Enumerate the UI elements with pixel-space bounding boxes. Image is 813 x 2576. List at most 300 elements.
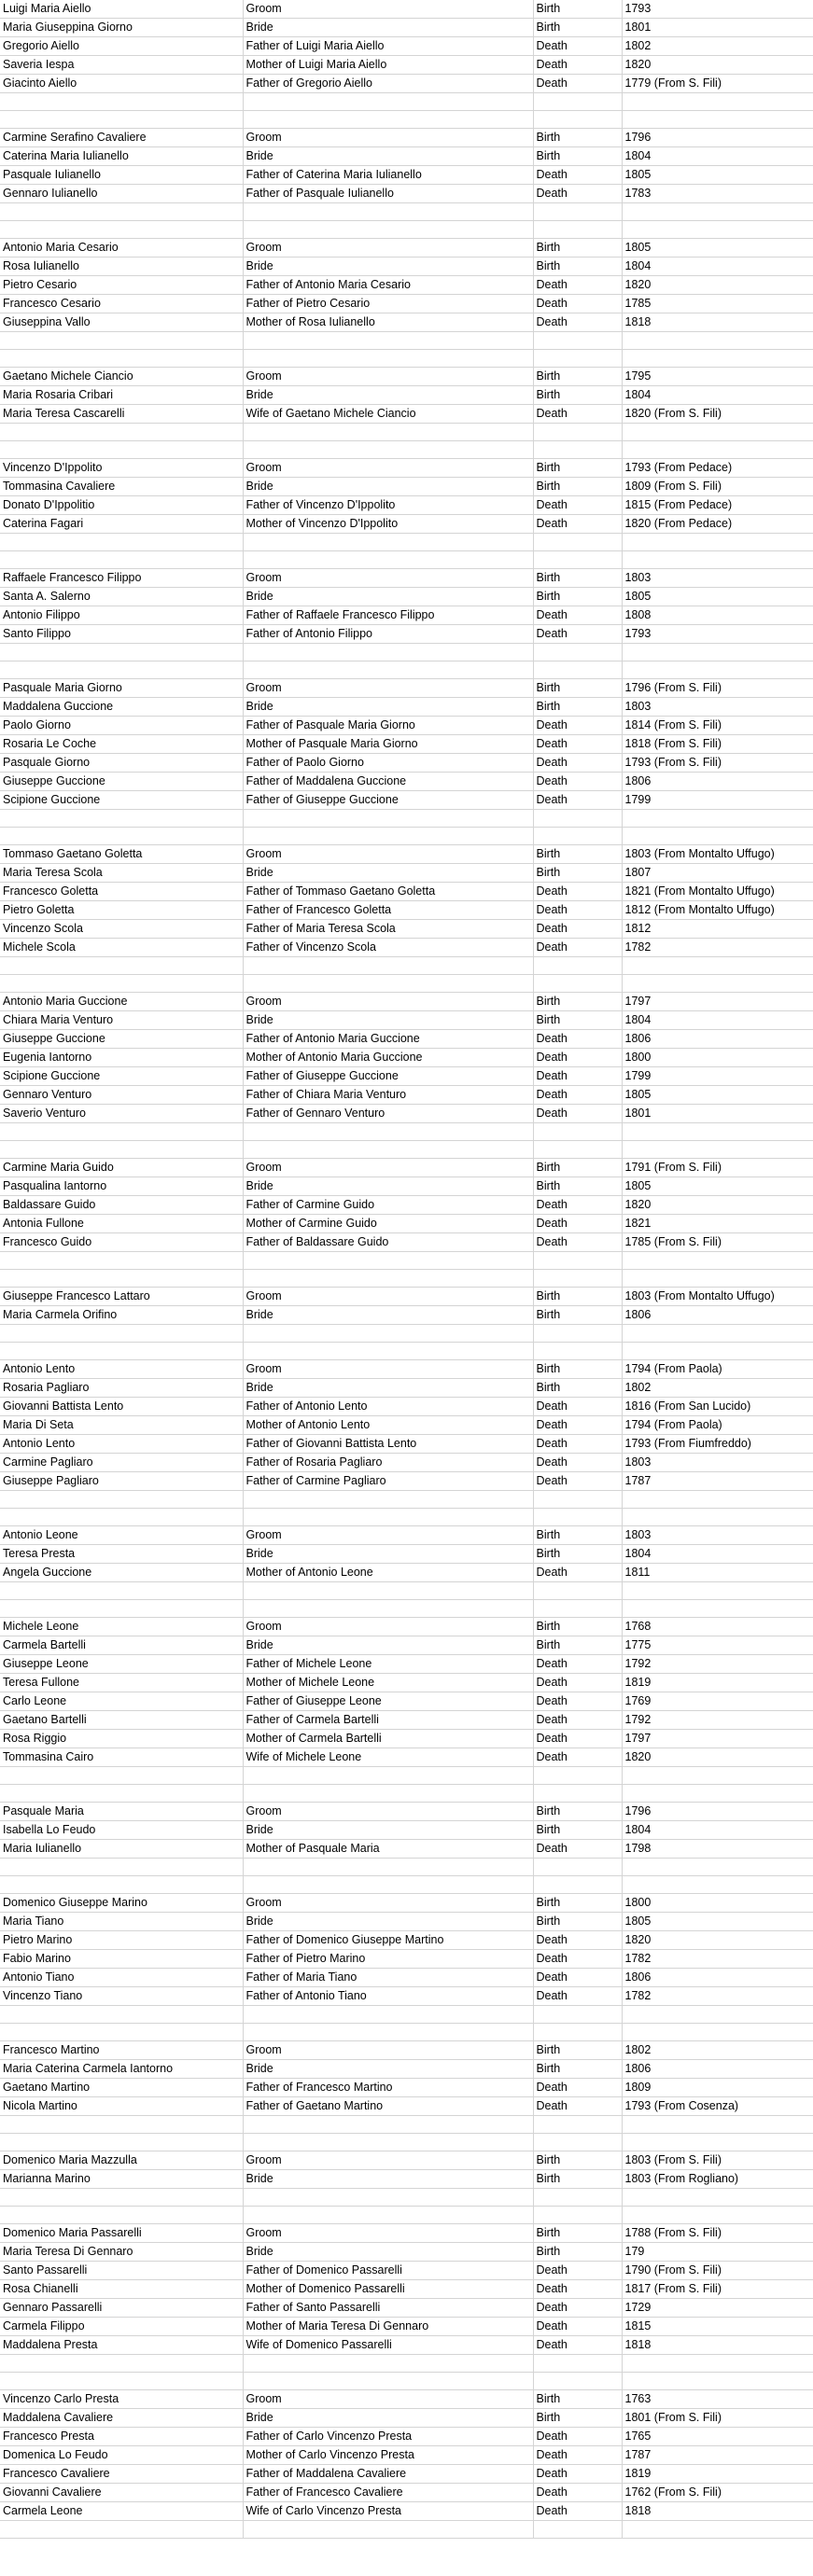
table-row[interactable] [0,1196,813,1215]
empty-row[interactable] [0,1509,813,1526]
empty-cell[interactable] [0,332,243,350]
year-cell[interactable]: 1815 (From Pedace) [622,496,813,515]
event-cell[interactable]: Birth [533,1177,622,1196]
empty-cell[interactable] [0,1343,243,1360]
name-cell[interactable]: Maria Rosaria Cribari [0,386,243,405]
name-cell[interactable]: Marianna Marino [0,2170,243,2189]
year-cell[interactable]: 1820 (From Pedace) [622,515,813,534]
relation-cell[interactable]: Mother of Michele Leone [243,1674,533,1692]
empty-row[interactable] [0,2024,813,2041]
name-cell[interactable]: Pasquale Maria Giorno [0,679,243,698]
empty-cell[interactable] [243,2024,533,2041]
event-cell[interactable]: Death [533,1748,622,1767]
table-row[interactable] [0,185,813,203]
relation-cell[interactable]: Father of Giuseppe Guccione [243,791,533,810]
name-cell[interactable]: Antonio Lento [0,1435,243,1454]
year-cell[interactable]: 1805 [622,588,813,606]
empty-row[interactable] [0,2521,813,2539]
name-cell[interactable]: Isabella Lo Feudo [0,1821,243,1840]
relation-cell[interactable]: Father of Carlo Vincenzo Presta [243,2428,533,2446]
empty-cell[interactable] [622,1767,813,1785]
empty-cell[interactable] [243,2373,533,2390]
relation-cell[interactable]: Father of Maria Tiano [243,1969,533,1987]
event-cell[interactable]: Death [533,1233,622,1252]
relation-cell[interactable]: Groom [243,2041,533,2060]
year-cell[interactable]: 1793 (From Pedace) [622,459,813,478]
event-cell[interactable]: Death [533,2097,622,2116]
relation-cell[interactable]: Father of Antonio Maria Guccione [243,1030,533,1049]
empty-row[interactable] [0,1767,813,1785]
table-row[interactable] [0,1969,813,1987]
relation-cell[interactable]: Father of Raffaele Francesco Filippo [243,606,533,625]
empty-cell[interactable] [622,424,813,441]
table-row[interactable] [0,606,813,625]
empty-cell[interactable] [533,810,622,828]
year-cell[interactable]: 1803 [622,569,813,588]
name-cell[interactable]: Francesco Martino [0,2041,243,2060]
table-row[interactable] [0,791,813,810]
table-row[interactable] [0,19,813,37]
name-cell[interactable]: Santo Filippo [0,625,243,644]
year-cell[interactable]: 1803 (From Rogliano) [622,2170,813,2189]
name-cell[interactable]: Gaetano Martino [0,2079,243,2097]
event-cell[interactable]: Death [533,405,622,424]
empty-cell[interactable] [243,1491,533,1509]
event-cell[interactable]: Death [533,313,622,332]
relation-cell[interactable]: Bride [243,478,533,496]
event-cell[interactable]: Birth [533,1618,622,1636]
relation-cell[interactable]: Bride [243,1821,533,1840]
event-cell[interactable]: Death [533,717,622,735]
relation-cell[interactable]: Father of Gaetano Martino [243,2097,533,2116]
empty-cell[interactable] [622,2134,813,2151]
empty-cell[interactable] [0,2373,243,2390]
table-row[interactable] [0,1360,813,1379]
empty-cell[interactable] [243,644,533,661]
empty-cell[interactable] [622,810,813,828]
year-cell[interactable]: 1729 [622,2299,813,2318]
name-cell[interactable]: Scipione Guccione [0,791,243,810]
event-cell[interactable]: Death [533,1435,622,1454]
year-cell[interactable]: 1817 (From S. Fili) [622,2280,813,2299]
empty-cell[interactable] [0,2521,243,2539]
event-cell[interactable]: Birth [533,2170,622,2189]
name-cell[interactable]: Francesco Cesario [0,295,243,313]
year-cell[interactable]: 1820 [622,1196,813,1215]
event-cell[interactable]: Birth [533,2060,622,2079]
table-row[interactable] [0,2318,813,2336]
event-cell[interactable]: Death [533,2502,622,2521]
year-cell[interactable]: 1787 [622,2446,813,2465]
table-row[interactable] [0,993,813,1011]
relation-cell[interactable]: Groom [243,2390,533,2409]
empty-row[interactable] [0,644,813,661]
year-cell[interactable]: 1785 [622,295,813,313]
year-cell[interactable]: 1806 [622,773,813,791]
year-cell[interactable]: 1783 [622,185,813,203]
name-cell[interactable]: Pasquale Iulianello [0,166,243,185]
table-row[interactable] [0,1674,813,1692]
table-row[interactable] [0,1564,813,1582]
event-cell[interactable]: Birth [533,1821,622,1840]
event-cell[interactable]: Death [533,1215,622,1233]
year-cell[interactable]: 1819 [622,1674,813,1692]
relation-cell[interactable]: Mother of Luigi Maria Aiello [243,56,533,75]
empty-cell[interactable] [0,975,243,993]
name-cell[interactable]: Santa A. Salerno [0,588,243,606]
relation-cell[interactable]: Father of Vincenzo Scola [243,939,533,957]
empty-cell[interactable] [622,2355,813,2373]
table-row[interactable] [0,368,813,386]
empty-cell[interactable] [243,1141,533,1159]
event-cell[interactable]: Death [533,1840,622,1859]
name-cell[interactable]: Paolo Giorno [0,717,243,735]
empty-cell[interactable] [0,810,243,828]
empty-cell[interactable] [622,1123,813,1141]
year-cell[interactable]: 1762 (From S. Fili) [622,2484,813,2502]
relation-cell[interactable]: Father of Pietro Marino [243,1950,533,1969]
empty-row[interactable] [0,551,813,569]
event-cell[interactable]: Birth [533,386,622,405]
empty-row[interactable] [0,111,813,129]
relation-cell[interactable]: Groom [243,1360,533,1379]
event-cell[interactable]: Death [533,1086,622,1105]
name-cell[interactable]: Rosaria Pagliaro [0,1379,243,1398]
event-cell[interactable]: Birth [533,0,622,19]
year-cell[interactable]: 1785 (From S. Fili) [622,1233,813,1252]
empty-cell[interactable] [243,203,533,221]
year-cell[interactable]: 1793 [622,625,813,644]
name-cell[interactable]: Teresa Presta [0,1545,243,1564]
empty-row[interactable] [0,424,813,441]
relation-cell[interactable]: Groom [243,1159,533,1177]
year-cell[interactable]: 179 [622,2243,813,2262]
name-cell[interactable]: Tommasina Cavaliere [0,478,243,496]
empty-row[interactable] [0,350,813,368]
empty-cell[interactable] [533,1582,622,1600]
year-cell[interactable]: 1818 (From S. Fili) [622,735,813,754]
table-row[interactable] [0,1159,813,1177]
name-cell[interactable]: Carmela Filippo [0,2318,243,2336]
empty-cell[interactable] [243,2521,533,2539]
relation-cell[interactable]: Groom [243,569,533,588]
table-row[interactable] [0,1398,813,1416]
empty-cell[interactable] [0,644,243,661]
name-cell[interactable]: Gennaro Venturo [0,1086,243,1105]
table-row[interactable] [0,698,813,717]
event-cell[interactable]: Birth [533,2390,622,2409]
empty-cell[interactable] [533,1325,622,1343]
table-row[interactable] [0,569,813,588]
relation-cell[interactable]: Mother of Antonio Leone [243,1564,533,1582]
name-cell[interactable]: Antonio Tiano [0,1969,243,1987]
event-cell[interactable]: Birth [533,147,622,166]
relation-cell[interactable]: Groom [243,2151,533,2170]
year-cell[interactable]: 1803 (From S. Fili) [622,2151,813,2170]
event-cell[interactable]: Birth [533,1306,622,1325]
table-row[interactable] [0,1086,813,1105]
name-cell[interactable]: Angela Guccione [0,1564,243,1582]
name-cell[interactable]: Maria Teresa Scola [0,864,243,883]
year-cell[interactable]: 1805 [622,1086,813,1105]
year-cell[interactable]: 1805 [622,239,813,258]
event-cell[interactable]: Birth [533,1803,622,1821]
table-row[interactable] [0,1545,813,1564]
year-cell[interactable]: 1794 (From Paola) [622,1416,813,1435]
empty-cell[interactable] [622,1325,813,1343]
year-cell[interactable]: 1782 [622,1987,813,2006]
empty-cell[interactable] [622,1252,813,1270]
relation-cell[interactable]: Father of Paolo Giorno [243,754,533,773]
year-cell[interactable]: 1799 [622,1067,813,1086]
year-cell[interactable]: 1818 [622,313,813,332]
empty-row[interactable] [0,957,813,975]
event-cell[interactable]: Death [533,2465,622,2484]
relation-cell[interactable]: Father of Pasquale Iulianello [243,185,533,203]
table-row[interactable] [0,515,813,534]
name-cell[interactable]: Carmine Serafino Cavaliere [0,129,243,147]
relation-cell[interactable]: Father of Baldassare Guido [243,1233,533,1252]
name-cell[interactable]: Maria Tiano [0,1913,243,1931]
table-row[interactable] [0,1215,813,1233]
relation-cell[interactable]: Bride [243,864,533,883]
empty-cell[interactable] [622,661,813,679]
table-row[interactable] [0,1049,813,1067]
empty-cell[interactable] [0,661,243,679]
event-cell[interactable]: Death [533,883,622,901]
table-row[interactable] [0,2224,813,2243]
empty-cell[interactable] [533,1123,622,1141]
event-cell[interactable]: Death [533,625,622,644]
table-row[interactable] [0,2299,813,2318]
event-cell[interactable]: Birth [533,2041,622,2060]
name-cell[interactable]: Pietro Marino [0,1931,243,1950]
name-cell[interactable]: Francesco Cavaliere [0,2465,243,2484]
table-row[interactable] [0,1379,813,1398]
relation-cell[interactable]: Groom [243,368,533,386]
empty-cell[interactable] [243,975,533,993]
empty-row[interactable] [0,534,813,551]
name-cell[interactable]: Francesco Presta [0,2428,243,2446]
name-cell[interactable]: Tommaso Gaetano Goletta [0,845,243,864]
event-cell[interactable]: Death [533,496,622,515]
year-cell[interactable]: 1808 [622,606,813,625]
name-cell[interactable]: Antonia Fullone [0,1215,243,1233]
year-cell[interactable]: 1793 [622,0,813,19]
name-cell[interactable]: Gennaro Iulianello [0,185,243,203]
event-cell[interactable]: Birth [533,19,622,37]
empty-row[interactable] [0,1252,813,1270]
empty-cell[interactable] [243,2134,533,2151]
empty-cell[interactable] [622,1582,813,1600]
year-cell[interactable]: 1815 [622,2318,813,2336]
event-cell[interactable]: Birth [533,368,622,386]
relation-cell[interactable]: Father of Maddalena Cavaliere [243,2465,533,2484]
year-cell[interactable]: 1802 [622,2041,813,2060]
year-cell[interactable]: 1814 (From S. Fili) [622,717,813,735]
empty-cell[interactable] [0,1123,243,1141]
year-cell[interactable]: 1796 [622,1803,813,1821]
empty-cell[interactable] [622,1491,813,1509]
relation-cell[interactable]: Groom [243,239,533,258]
empty-cell[interactable] [533,1767,622,1785]
event-cell[interactable]: Birth [533,239,622,258]
name-cell[interactable]: Maria Giuseppina Giorno [0,19,243,37]
year-cell[interactable]: 1794 (From Paola) [622,1360,813,1379]
year-cell[interactable]: 1801 [622,19,813,37]
relation-cell[interactable]: Mother of Pasquale Maria Giorno [243,735,533,754]
year-cell[interactable]: 1820 (From S. Fili) [622,405,813,424]
table-row[interactable] [0,1636,813,1655]
name-cell[interactable]: Maria Di Seta [0,1416,243,1435]
name-cell[interactable]: Maria Carmela Orifino [0,1306,243,1325]
empty-cell[interactable] [533,1343,622,1360]
relation-cell[interactable]: Father of Maddalena Guccione [243,773,533,791]
relation-cell[interactable]: Father of Francesco Martino [243,2079,533,2097]
year-cell[interactable]: 1793 (From Fiumfreddo) [622,1435,813,1454]
empty-cell[interactable] [622,1785,813,1803]
event-cell[interactable]: Birth [533,679,622,698]
empty-cell[interactable] [0,957,243,975]
table-row[interactable] [0,754,813,773]
table-row[interactable] [0,0,813,19]
event-cell[interactable]: Death [533,2318,622,2336]
relation-cell[interactable]: Father of Pietro Cesario [243,295,533,313]
name-cell[interactable]: Antonio Leone [0,1526,243,1545]
name-cell[interactable]: Giuseppe Francesco Lattaro [0,1288,243,1306]
empty-cell[interactable] [243,332,533,350]
event-cell[interactable]: Birth [533,698,622,717]
event-cell[interactable]: Death [533,735,622,754]
relation-cell[interactable]: Father of Giuseppe Leone [243,1692,533,1711]
empty-row[interactable] [0,661,813,679]
event-cell[interactable]: Death [533,1454,622,1472]
relation-cell[interactable]: Father of Santo Passarelli [243,2299,533,2318]
table-row[interactable] [0,773,813,791]
table-row[interactable] [0,1692,813,1711]
event-cell[interactable]: Birth [533,845,622,864]
table-row[interactable] [0,588,813,606]
year-cell[interactable]: 1804 [622,386,813,405]
table-row[interactable] [0,735,813,754]
relation-cell[interactable]: Groom [243,1618,533,1636]
name-cell[interactable]: Maddalena Cavaliere [0,2409,243,2428]
event-cell[interactable]: Birth [533,1526,622,1545]
year-cell[interactable]: 1803 (From Montalto Uffugo) [622,1288,813,1306]
event-cell[interactable]: Death [533,939,622,957]
relation-cell[interactable]: Bride [243,1011,533,1030]
table-row[interactable] [0,1894,813,1913]
event-cell[interactable]: Death [533,1196,622,1215]
event-cell[interactable]: Birth [533,864,622,883]
empty-cell[interactable] [622,1859,813,1876]
empty-cell[interactable] [533,221,622,239]
empty-cell[interactable] [622,957,813,975]
table-row[interactable] [0,2079,813,2097]
empty-cell[interactable] [0,1582,243,1600]
year-cell[interactable]: 1787 [622,1472,813,1491]
table-row[interactable] [0,56,813,75]
relation-cell[interactable]: Wife of Domenico Passarelli [243,2336,533,2355]
event-cell[interactable]: Death [533,2484,622,2502]
empty-row[interactable] [0,2006,813,2024]
year-cell[interactable]: 1809 (From S. Fili) [622,478,813,496]
table-row[interactable] [0,1931,813,1950]
empty-cell[interactable] [0,534,243,551]
table-row[interactable] [0,2484,813,2502]
relation-cell[interactable]: Bride [243,1545,533,1564]
relation-cell[interactable]: Father of Giovanni Battista Lento [243,1435,533,1454]
empty-cell[interactable] [0,2024,243,2041]
relation-cell[interactable]: Mother of Carmela Bartelli [243,1730,533,1748]
name-cell[interactable]: Rosa Riggio [0,1730,243,1748]
empty-cell[interactable] [243,1785,533,1803]
empty-cell[interactable] [533,2373,622,2390]
empty-cell[interactable] [622,441,813,459]
relation-cell[interactable]: Bride [243,1306,533,1325]
event-cell[interactable]: Death [533,606,622,625]
relation-cell[interactable]: Groom [243,845,533,864]
table-row[interactable] [0,1306,813,1325]
year-cell[interactable]: 1804 [622,1545,813,1564]
empty-cell[interactable] [243,441,533,459]
year-cell[interactable]: 1800 [622,1049,813,1067]
name-cell[interactable]: Vincenzo Tiano [0,1987,243,2006]
relation-cell[interactable]: Bride [243,1636,533,1655]
empty-cell[interactable] [622,1343,813,1360]
year-cell[interactable]: 1804 [622,147,813,166]
year-cell[interactable]: 1806 [622,2060,813,2079]
event-cell[interactable]: Death [533,1655,622,1674]
year-cell[interactable]: 1793 (From S. Fili) [622,754,813,773]
empty-cell[interactable] [0,1509,243,1526]
year-cell[interactable]: 1796 [622,129,813,147]
relation-cell[interactable]: Father of Caterina Maria Iulianello [243,166,533,185]
relation-cell[interactable]: Groom [243,1288,533,1306]
empty-cell[interactable] [533,828,622,845]
table-row[interactable] [0,295,813,313]
empty-cell[interactable] [622,551,813,569]
event-cell[interactable]: Death [533,773,622,791]
empty-cell[interactable] [243,1582,533,1600]
event-cell[interactable]: Death [533,2446,622,2465]
year-cell[interactable]: 1775 [622,1636,813,1655]
relation-cell[interactable]: Groom [243,2224,533,2243]
empty-cell[interactable] [533,441,622,459]
empty-row[interactable] [0,2355,813,2373]
relation-cell[interactable]: Mother of Maria Teresa Di Gennaro [243,2318,533,2336]
event-cell[interactable]: Birth [533,2151,622,2170]
empty-row[interactable] [0,1141,813,1159]
relation-cell[interactable]: Bride [243,2409,533,2428]
name-cell[interactable]: Pasquale Maria [0,1803,243,1821]
empty-cell[interactable] [0,111,243,129]
table-row[interactable] [0,1030,813,1049]
year-cell[interactable]: 1806 [622,1030,813,1049]
name-cell[interactable]: Francesco Goletta [0,883,243,901]
event-cell[interactable]: Death [533,1931,622,1950]
empty-cell[interactable] [243,1876,533,1894]
name-cell[interactable]: Francesco Guido [0,1233,243,1252]
empty-cell[interactable] [533,534,622,551]
name-cell[interactable]: Raffaele Francesco Filippo [0,569,243,588]
empty-cell[interactable] [622,1141,813,1159]
relation-cell[interactable]: Groom [243,679,533,698]
relation-cell[interactable]: Father of Chiara Maria Venturo [243,1086,533,1105]
name-cell[interactable]: Rosa Chianelli [0,2280,243,2299]
name-cell[interactable]: Eugenia Iantorno [0,1049,243,1067]
empty-cell[interactable] [533,424,622,441]
